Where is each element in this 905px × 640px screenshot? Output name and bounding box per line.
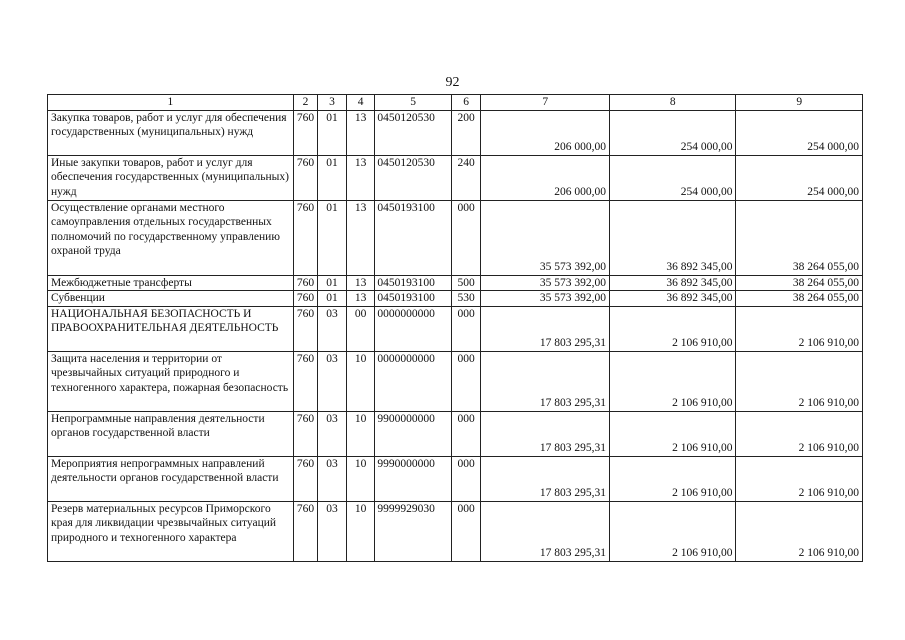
- header-cell: 9: [736, 95, 863, 111]
- row-name: Мероприятия непрограммных направлений деятельности органов государственной власти: [48, 456, 294, 501]
- row-amount-9: 2 106 910,00: [736, 411, 863, 456]
- row-amount-9: 2 106 910,00: [736, 306, 863, 351]
- row-code-2: 760: [293, 456, 317, 501]
- header-cell: 3: [318, 95, 347, 111]
- row-code-6: 500: [451, 275, 481, 291]
- row-amount-9: 254 000,00: [736, 155, 863, 200]
- row-amount-8: 36 892 345,00: [609, 200, 735, 275]
- row-code-2: 760: [293, 291, 317, 307]
- row-amount-9: 254 000,00: [736, 110, 863, 155]
- row-code-3: 01: [318, 155, 347, 200]
- row-amount-9: 2 106 910,00: [736, 351, 863, 411]
- row-code-6: 000: [451, 200, 481, 275]
- row-name: Закупка товаров, работ и услуг для обеспечения государственных (муниципальных) нужд: [48, 110, 294, 155]
- row-code-5: 0450120530: [375, 110, 452, 155]
- row-amount-7: 17 803 295,31: [481, 351, 610, 411]
- row-name: Осуществление органами местного самоуправления отдельных государственных полномочий по государственному управлению охраной труда: [48, 200, 294, 275]
- row-amount-8: 254 000,00: [609, 155, 735, 200]
- row-name: Защита населения и территории от чрезвычайных ситуаций природного и техногенного характера, пожарная безопасность: [48, 351, 294, 411]
- row-code-5: 9999929030: [375, 501, 452, 561]
- row-amount-9: 2 106 910,00: [736, 456, 863, 501]
- row-amount-8: 2 106 910,00: [609, 411, 735, 456]
- page-number: 92: [445, 75, 460, 90]
- row-code-4: 10: [346, 351, 375, 411]
- row-code-6: 000: [451, 456, 481, 501]
- row-code-4: 13: [346, 275, 375, 291]
- row-code-6: 530: [451, 291, 481, 307]
- row-code-6: 000: [451, 501, 481, 561]
- row-amount-7: 17 803 295,31: [481, 456, 610, 501]
- row-code-3: 03: [318, 501, 347, 561]
- row-amount-8: 254 000,00: [609, 110, 735, 155]
- row-code-4: 13: [346, 200, 375, 275]
- row-code-4: 13: [346, 110, 375, 155]
- row-amount-7: 35 573 392,00: [481, 200, 610, 275]
- table-row: [48, 411, 863, 456]
- header-cell: 7: [481, 95, 610, 111]
- row-name: Непрограммные направления деятельности органов государственной власти: [48, 411, 294, 456]
- row-amount-8: 36 892 345,00: [609, 275, 735, 291]
- row-code-2: 760: [293, 351, 317, 411]
- row-code-2: 760: [293, 200, 317, 275]
- row-amount-7: 17 803 295,31: [481, 306, 610, 351]
- row-amount-9: 38 264 055,00: [736, 200, 863, 275]
- budget-table: [47, 94, 863, 562]
- row-name: Иные закупки товаров, работ и услуг для обеспечения государственных (муниципальных) нужд: [48, 155, 294, 200]
- table-row: [48, 275, 863, 291]
- row-code-2: 760: [293, 155, 317, 200]
- row-name: Межбюджетные трансферты: [48, 275, 294, 291]
- row-code-2: 760: [293, 110, 317, 155]
- row-amount-8: 2 106 910,00: [609, 501, 735, 561]
- header-cell: 4: [346, 95, 375, 111]
- row-code-6: 200: [451, 110, 481, 155]
- table-row: [48, 456, 863, 501]
- row-code-5: 0450193100: [375, 275, 452, 291]
- row-code-4: 00: [346, 306, 375, 351]
- table-row: [48, 351, 863, 411]
- row-code-3: 03: [318, 456, 347, 501]
- row-amount-8: 36 892 345,00: [609, 291, 735, 307]
- table-row: [48, 291, 863, 307]
- header-cell: 2: [293, 95, 317, 111]
- row-code-5: 9990000000: [375, 456, 452, 501]
- row-code-2: 760: [293, 306, 317, 351]
- row-code-3: 03: [318, 351, 347, 411]
- row-code-4: 10: [346, 411, 375, 456]
- row-code-3: 01: [318, 110, 347, 155]
- row-amount-8: 2 106 910,00: [609, 306, 735, 351]
- row-amount-7: 17 803 295,31: [481, 411, 610, 456]
- row-code-2: 760: [293, 275, 317, 291]
- row-code-2: 760: [293, 411, 317, 456]
- row-code-3: 03: [318, 411, 347, 456]
- row-code-5: 0450193100: [375, 200, 452, 275]
- row-amount-8: 2 106 910,00: [609, 351, 735, 411]
- row-code-4: 13: [346, 155, 375, 200]
- header-cell: 6: [451, 95, 481, 111]
- row-code-3: 01: [318, 291, 347, 307]
- row-name: Субвенции: [48, 291, 294, 307]
- header-cell: 1: [48, 95, 294, 111]
- header-row: [48, 95, 863, 111]
- row-name: Резерв материальных ресурсов Приморского края для ликвидации чрезвычайных ситуаций природного и техногенного характера: [48, 501, 294, 561]
- table-row: [48, 306, 863, 351]
- row-code-4: 13: [346, 291, 375, 307]
- row-code-3: 01: [318, 200, 347, 275]
- row-code-5: 0000000000: [375, 306, 452, 351]
- row-code-6: 000: [451, 411, 481, 456]
- row-amount-7: 206 000,00: [481, 110, 610, 155]
- row-amount-9: 38 264 055,00: [736, 291, 863, 307]
- row-code-4: 10: [346, 456, 375, 501]
- row-code-3: 01: [318, 275, 347, 291]
- row-amount-7: 35 573 392,00: [481, 291, 610, 307]
- header-cell: 5: [375, 95, 452, 111]
- row-amount-9: 2 106 910,00: [736, 501, 863, 561]
- row-code-2: 760: [293, 501, 317, 561]
- table-row: [48, 501, 863, 561]
- header-cell: 8: [609, 95, 735, 111]
- row-code-5: 0000000000: [375, 351, 452, 411]
- row-amount-7: 17 803 295,31: [481, 501, 610, 561]
- row-code-5: 0450193100: [375, 291, 452, 307]
- row-amount-8: 2 106 910,00: [609, 456, 735, 501]
- row-code-6: 000: [451, 351, 481, 411]
- row-code-3: 03: [318, 306, 347, 351]
- row-code-4: 10: [346, 501, 375, 561]
- table-row: [48, 155, 863, 200]
- table-row: [48, 110, 863, 155]
- row-name: НАЦИОНАЛЬНАЯ БЕЗОПАСНОСТЬ И ПРАВООХРАНИТЕЛЬНАЯ ДЕЯТЕЛЬНОСТЬ: [48, 306, 294, 351]
- row-code-5: 9900000000: [375, 411, 452, 456]
- row-amount-7: 35 573 392,00: [481, 275, 610, 291]
- row-amount-9: 38 264 055,00: [736, 275, 863, 291]
- row-amount-7: 206 000,00: [481, 155, 610, 200]
- row-code-5: 0450120530: [375, 155, 452, 200]
- row-code-6: 240: [451, 155, 481, 200]
- row-code-6: 000: [451, 306, 481, 351]
- table-row: [48, 200, 863, 275]
